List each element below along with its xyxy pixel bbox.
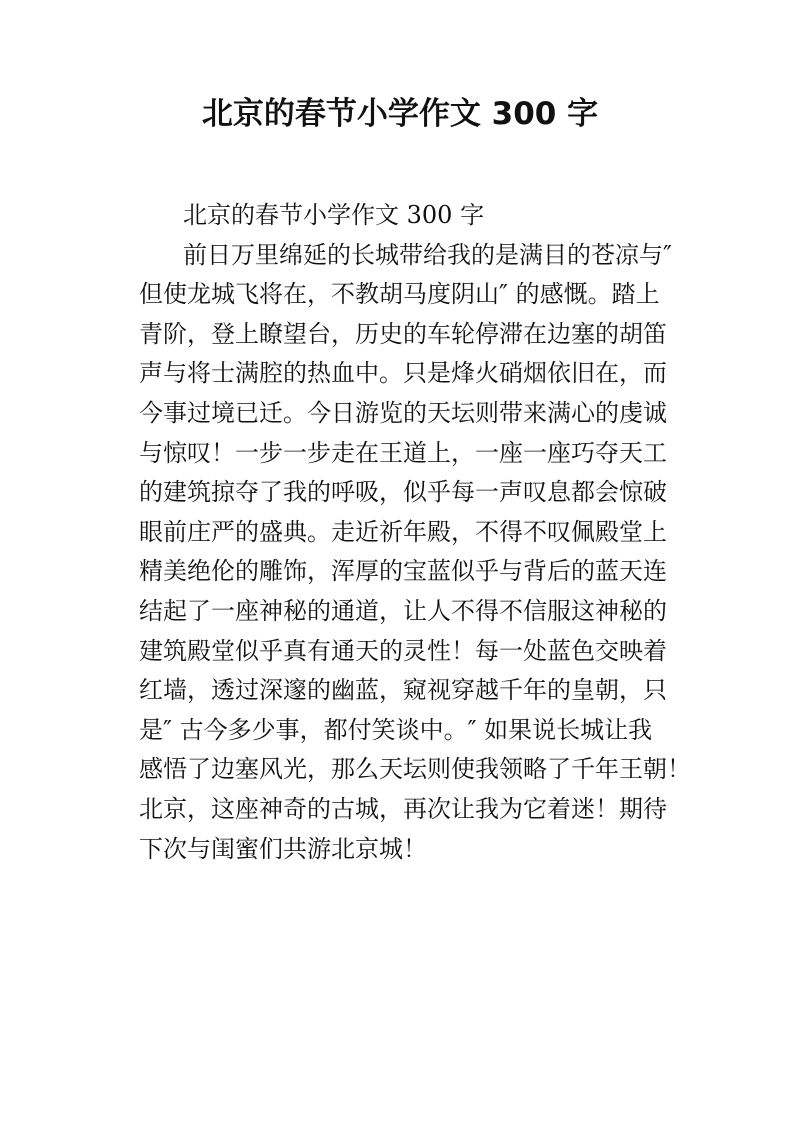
paragraph-line: 结起了一座神秘的通道，让人不得不信服这神秘的: [139, 596, 667, 625]
paragraph-line: 精美绝伦的雕饰，浑厚的宝蓝似乎与背后的蓝天连: [139, 557, 667, 586]
paragraph-line: 感悟了边塞风光，那么天坛则使我领略了千年王朝！: [139, 755, 691, 784]
paragraph-line: 北京，这座神奇的古城，再次让我为它着迷！期待: [139, 794, 667, 823]
document-title: 北京的春节小学作文 300 字: [201, 96, 599, 132]
paragraph-line: 的建筑掠夺了我的呼吸，似乎每一声叹息都会惊破: [139, 478, 667, 507]
paragraph-line: 青阶，登上瞭望台，历史的车轮停滞在边塞的胡笛: [139, 319, 667, 348]
paragraph-line: 下次与闺蜜们共游北京城！: [139, 834, 427, 863]
essay-subtitle-line: 北京的春节小学作文 300 字: [183, 201, 485, 229]
paragraph-line: 是″ 古今多少事，都付笑谈中。″ 如果说长城让我: [139, 715, 653, 744]
paragraph-line: 今事过境已迁。今日游览的天坛则带来满心的虔诚: [139, 398, 667, 427]
essay-body: [139, 196, 691, 869]
paragraph-line: 前日万里绵延的长城带给我的是满目的苍凉与″: [183, 240, 672, 269]
paragraph-line: 与惊叹！一步一步走在王道上，一座一座巧夺天工: [139, 438, 667, 467]
paragraph-line: 但使龙城飞将在，不教胡马度阴山″ 的感慨。踏上: [139, 280, 660, 309]
paragraph-line: 红墙，透过深邃的幽蓝，窥视穿越千年的皇朝，只: [139, 676, 667, 705]
paragraph-line: 建筑殿堂似乎真有通天的灵性！每一处蓝色交映着: [139, 636, 667, 665]
paragraph-line: 声与将士满腔的热血中。只是烽火硝烟依旧在，而: [139, 359, 667, 388]
paragraph-line: 眼前庄严的盛典。走近祈年殿，不得不叹佩殿堂上: [139, 517, 667, 546]
